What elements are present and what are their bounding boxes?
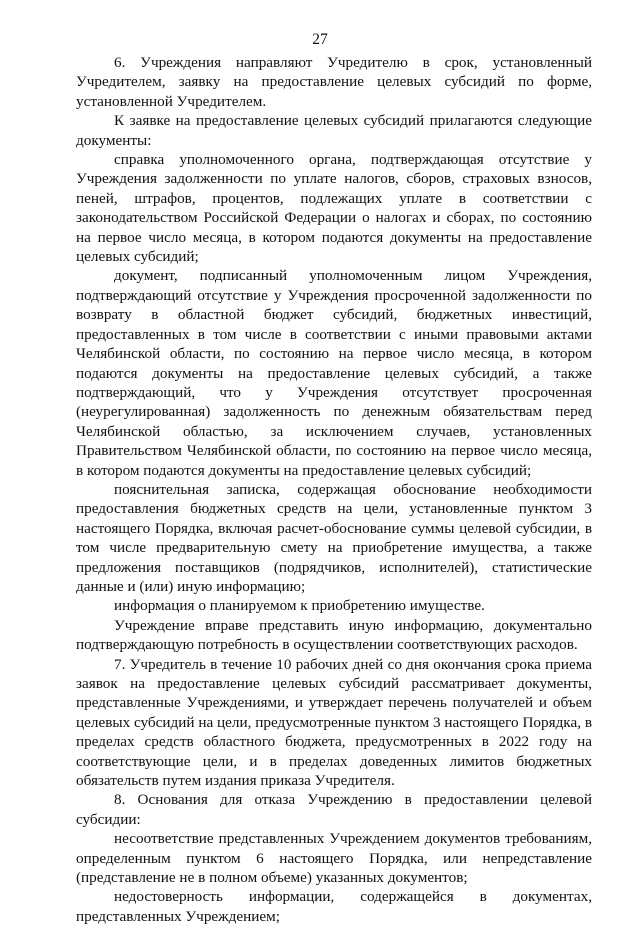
paragraph-inaccuracy: недостоверность информации, содержащейся в документах, представленных Учреждением;: [76, 888, 592, 925]
paragraph-property-info: информация о планируемом к приобретению имуществе.: [114, 597, 485, 615]
page-number: 27: [312, 31, 328, 48]
paragraph-item-7: 7. Учредитель в течение 10 рабочих дней со дня окончания срока приема заявок на предоставление целевых субсидий рассматривает документы, представленные Учреждениями, и утверждает перечень получателей и объем целевых субсидий на цели, предусмотренные пунктом 3 настоящего Порядка, в пределах средств областного бюджета, предусмотренных в 2022 году на соответствующие цели, и в пределах доведенных лимитов бюджетных обязательств путем издания приказа Учредителя.: [76, 655, 592, 790]
paragraph-attachments-intro: К заявке на предоставление целевых субсидий прилагаются следующие документы:: [76, 112, 592, 149]
paragraph-other-info: Учреждение вправе представить иную информацию, документально подтверждающую потребность в осуществлении соответствующих расходов.: [76, 616, 592, 654]
document-body: [76, 53, 592, 926]
paragraph-explanatory-note: пояснительная записка, содержащая обоснование необходимости предоставления бюджетных средств на цели, установленные пунктом 3 настоящего Порядка, включая расчет-обоснование суммы целевой субсидии, в том числе предварительную смету на приобретение имущества, а также предложения поставщиков (подрядчиков, исполнителей), статистические данные и (или) иную информацию;: [76, 480, 592, 595]
paragraph-tax-certificate: справка уполномоченного органа, подтверждающая отсутствие у Учреждения задолженности по уплате налогов, сборов, страховых взносов, пеней, штрафов, процентов, подлежащих уплате в соответствии с законодательством Российской Федерации о налогах и сборах, по состоянию на первое число месяца, в котором подаются документы на предоставление целевых субсидий;: [76, 151, 592, 266]
paragraph-item-6: 6. Учреждения направляют Учредителю в срок, установленный Учредителем, заявку на предоставление целевых субсидий по форме, установленной Учредителем.: [76, 54, 592, 110]
paragraph-debt-document: документ, подписанный уполномоченным лицом Учреждения, подтверждающий отсутствие у Учреждения просроченной задолженности по возврату в областной бюджет субсидий, бюджетных инвестиций, предоставленных в том числе в соответствии с иными правовыми актами Челябинской области, по состоянию на первое число месяца, в котором подаются документы на предоставление целевых субсидий, а также подтверждающий, что у Учреждения отсутствует просроченная (неурегулированная) задолженность по денежным обязательствам перед Челябинской областью, за исключением случаев, установленных Правительством Челябинской области, по состоянию на первое число месяца, в котором подаются документы на предоставление целевых субсидий;: [76, 267, 592, 479]
paragraph-item-8: 8. Основания для отказа Учреждению в предоставлении целевой субсидии:: [76, 791, 592, 828]
paragraph-nonconformity: несоответствие представленных Учреждением документов требованиям, определенным пунктом 6 настоящего Порядка, или непредставление (представление не в полном объеме) указанных документов;: [76, 830, 592, 887]
